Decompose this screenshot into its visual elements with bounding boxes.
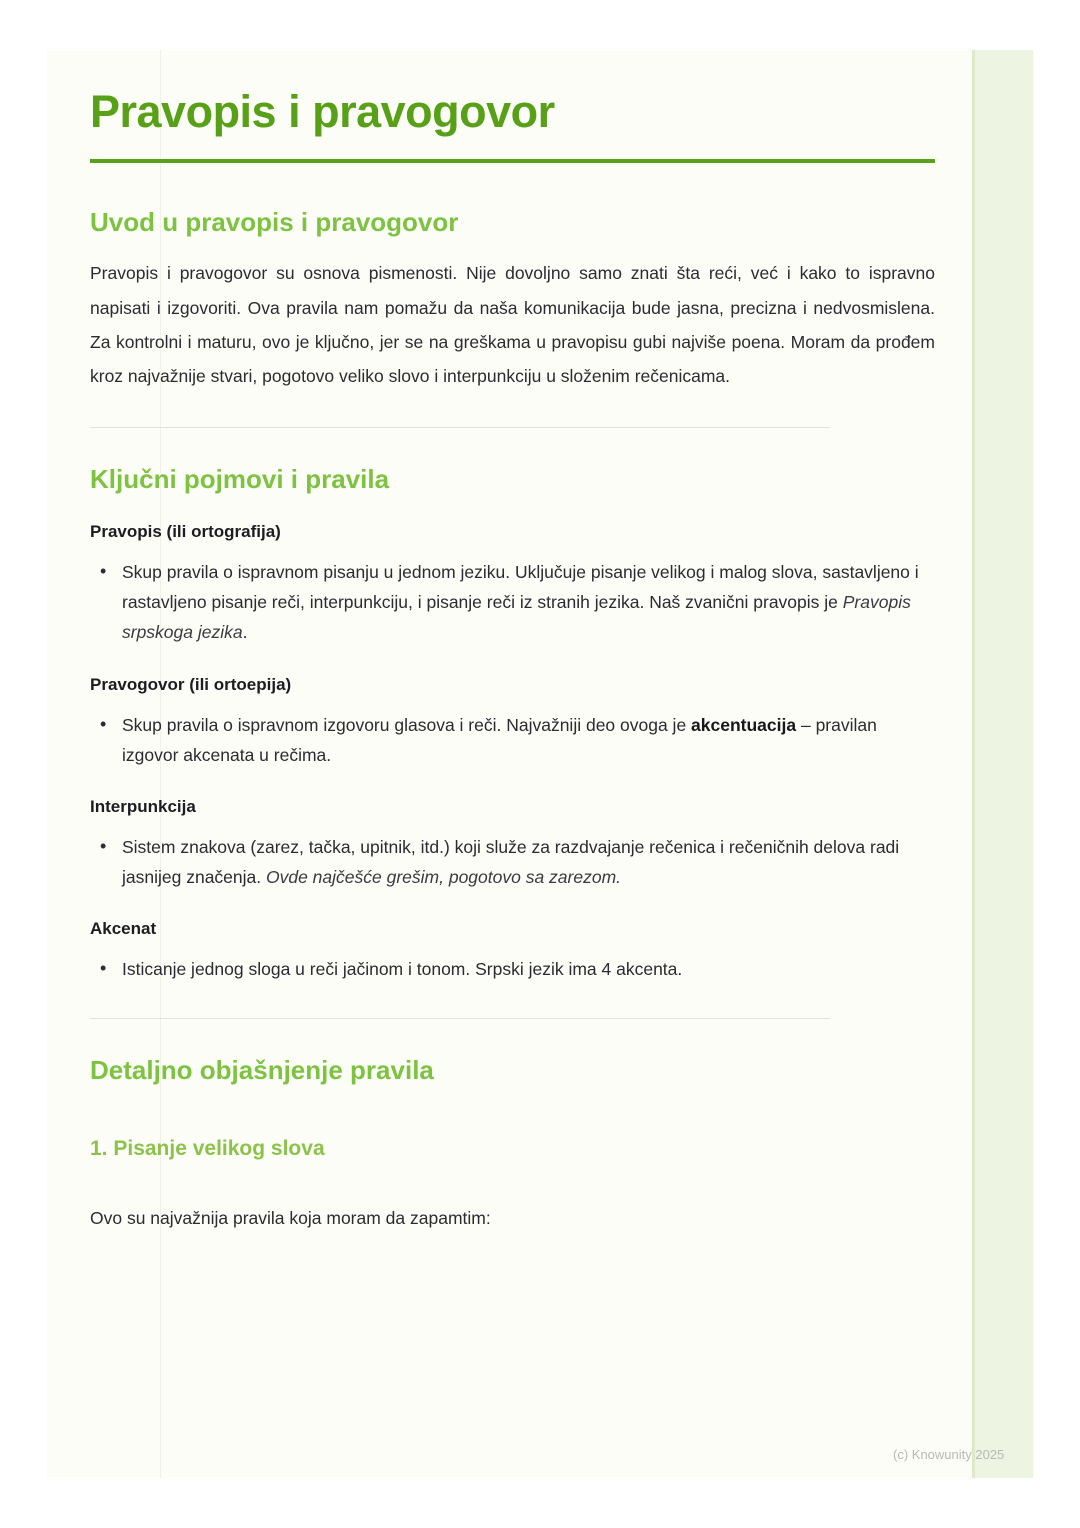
term-bullet-list-pravopis <box>90 543 935 647</box>
section-heading-detailed: Detaljno objašnjenje pravila <box>90 1055 434 1086</box>
list-item <box>90 710 935 770</box>
bullet-text-before: Skup pravila o ispravnom izgovoru glasova i reči. Najvažniji deo ovoga je <box>122 714 692 735</box>
bullet-text-before: Skup pravila o ispravnom pisanju u jednom jeziku. Uključuje pisanje velikog i malog slova, sastavljeno i rastavljeno pisanje reči, interpunkciju, i pisanje reči iz stranih jezika. Naš zvanični pravopis je <box>122 562 919 613</box>
document-content <box>90 50 935 1478</box>
bullet-text-after: . <box>242 622 248 643</box>
intro-paragraph: Pravopis i pravogovor su osnova pismenosti. Nije dovoljno samo znati šta reći, već i kako to ispravno napisati i izgovoriti. Ova pravila nam pomažu da naša komunikacija bude jasna, precizna i nedvosmislena. Za kontrolni i maturu, ovo je ključno, jer se na greškama u pravopisu gubi najviše poena. Moram da prođem kroz najvažnije stvari, pogotovo veliko slovo i interpunkciju u složenim rečenicama. <box>90 263 935 386</box>
copyright-watermark: (c) Knowunity 2025 <box>893 1447 1005 1462</box>
bullet-text-italic: Ovde najčešće grešim, pogotovo sa zarezom. <box>265 866 622 887</box>
term-bullet-list-akcenat <box>90 940 935 984</box>
list-item <box>90 557 935 647</box>
bullet-text-before: Isticanje jednog sloga u reči jačinom i tonom. Srpski jezik ima 4 akcenta. <box>122 959 683 980</box>
section-heading-intro: Uvod u pravopis i pravogovor <box>90 207 459 238</box>
page-title: Pravopis i pravogovor <box>90 86 555 137</box>
bullet-text-before: Sistem znakova (zarez, tačka, upitnik, itd.) koji služe za razdvajanje rečenica i rečeničnih delova radi jasnijeg značenja. <box>122 836 900 887</box>
list-item <box>90 954 935 984</box>
term-heading-interpunkcija: Interpunkcija <box>90 796 196 816</box>
term-heading-pravopis: Pravopis (ili ortografija) <box>90 522 281 542</box>
bullet-text-bold: akcentuacija <box>691 714 797 735</box>
section-heading-key-terms: Ključni pojmovi i pravila <box>90 463 390 494</box>
term-bullet-list-interpunkcija <box>90 818 935 892</box>
document-page <box>48 50 1033 1478</box>
bullet-text-after: – pravilan izgovor akcenata u rečima. <box>122 714 877 765</box>
subsection-heading-veliko-slovo: 1. Pisanje velikog slova <box>90 1137 325 1161</box>
list-item <box>90 832 935 892</box>
bullet-text-italic: Pravopis srpskoga jezika <box>122 592 911 643</box>
term-heading-akcenat: Akcenat <box>90 919 157 939</box>
page-right-margin-strip <box>972 50 1033 1478</box>
term-bullet-list-pravogovor <box>90 696 935 770</box>
term-heading-pravogovor: Pravogovor (ili ortoepija) <box>90 674 292 694</box>
detailed-lead-in-text: Ovo su najvažnija pravila koja moram da zapamtim: <box>90 1208 491 1229</box>
